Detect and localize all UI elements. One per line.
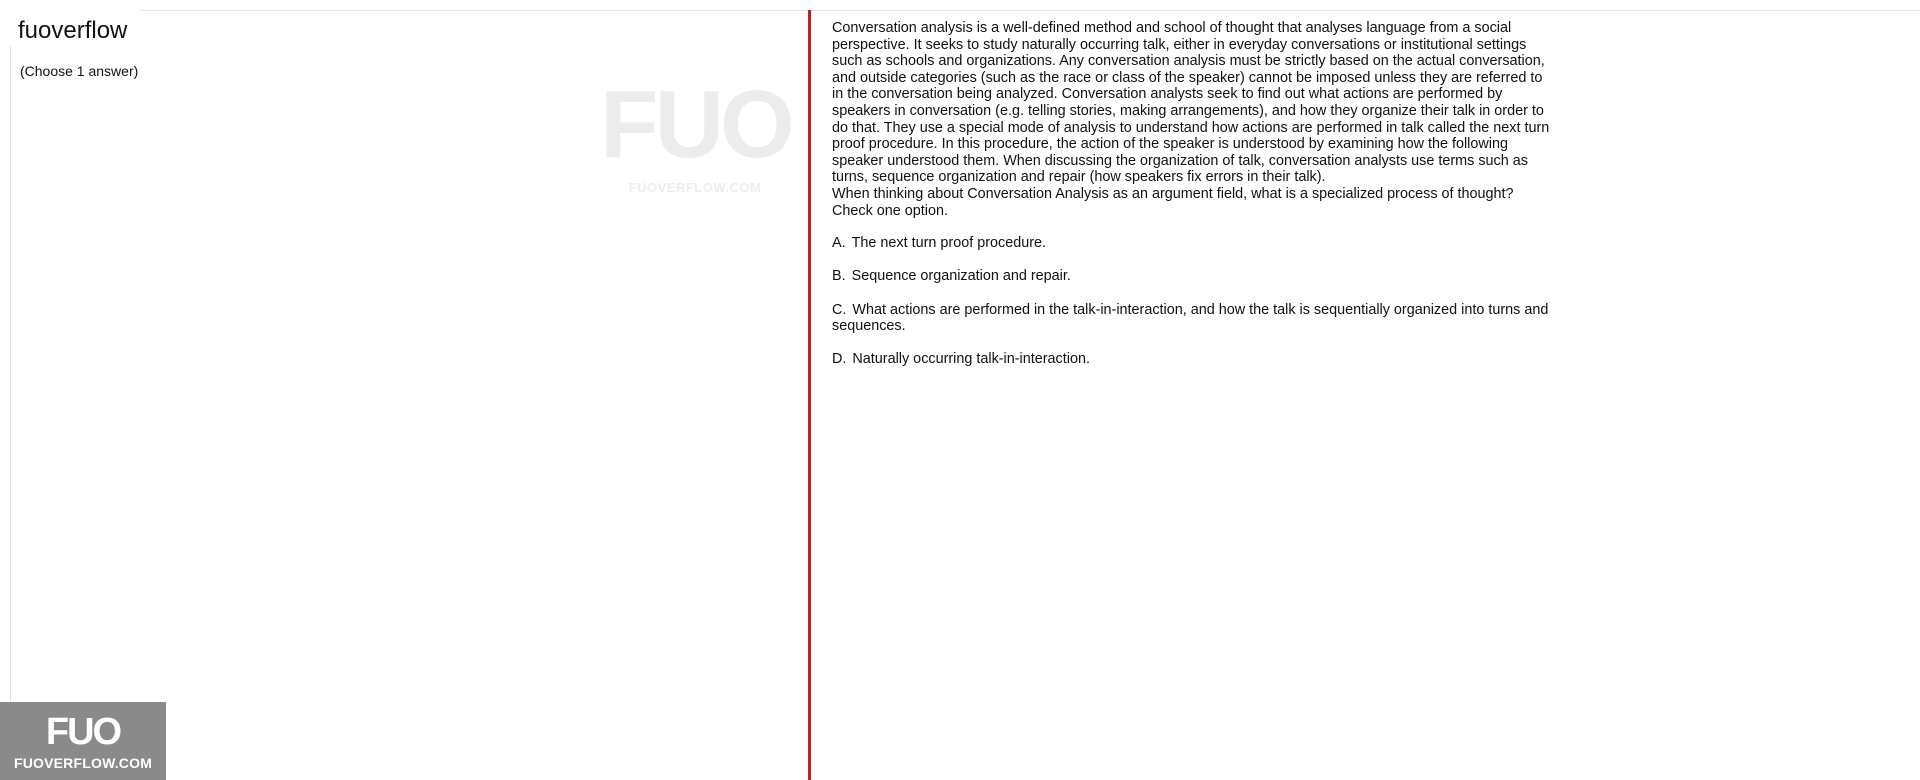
watermark-logo — [600, 70, 790, 195]
option-text: The next turn proof procedure. — [851, 235, 1046, 252]
option-text: Naturally occurring talk-in-interaction. — [852, 351, 1090, 368]
watermark-url: FUOVERFLOW.COM — [628, 180, 762, 195]
question-passage: Conversation analysis is a well-defined method and school of thought that analyses language from a social perspective. It seeks to study naturally occurring talk, either in everyday conversations or institutional settings such as schools and organizations. Any conversation analysis must be strictly based on the actual conversation, and outside categories (such as the race or class of the speaker) cannot be imposed unless they are referred to in the conversation being analyzed. Conversation analysts seek to find out what actions are performed by speakers in conversation (e.g. telling stories, making arrangements), and how they organize their talk in order to do that. They use a special mode of analysis to understand how actions are performed in talk called the next turn proof procedure. In this procedure, the action of the speaker is understood by examining how the following speaker understood them. When discussing the organization of talk, conversation analysts use terms such as turns, sequence organization and repair (how speakers fix errors in their talk). — [832, 20, 1550, 186]
option-letter: D. — [832, 351, 847, 368]
option-letter: A. — [832, 235, 846, 252]
top-divider — [140, 10, 1920, 11]
question-prompt: When thinking about Conversation Analysis as an argument field, what is a specialized process of thought? — [832, 185, 1514, 202]
question-content — [832, 20, 1552, 384]
answer-options — [832, 235, 1552, 368]
brand-url: FUOVERFLOW.COM — [13, 755, 153, 771]
answer-option-a[interactable] — [832, 235, 1552, 252]
option-letter: B. — [832, 268, 846, 285]
red-vertical-divider — [808, 10, 811, 780]
question-instruction: Check one option. — [832, 202, 949, 219]
brand-logo: FUO — [45, 711, 121, 753]
answer-option-b[interactable] — [832, 268, 1552, 285]
site-title: fuoverflow — [18, 17, 128, 44]
answer-option-d[interactable] — [832, 351, 1552, 368]
fuoverflow-brand-badge — [0, 702, 166, 780]
option-text: What actions are performed in the talk-in-interaction, and how the talk is sequentially organized into turns and sequences. — [832, 301, 1549, 335]
answer-option-c[interactable] — [832, 302, 1552, 335]
option-letter: C. — [832, 301, 847, 318]
choose-answer-hint: (Choose 1 answer) — [20, 63, 139, 79]
left-border — [10, 46, 11, 706]
option-text: Sequence organization and repair. — [851, 268, 1071, 285]
watermark-logo-text: FUO — [600, 71, 791, 178]
